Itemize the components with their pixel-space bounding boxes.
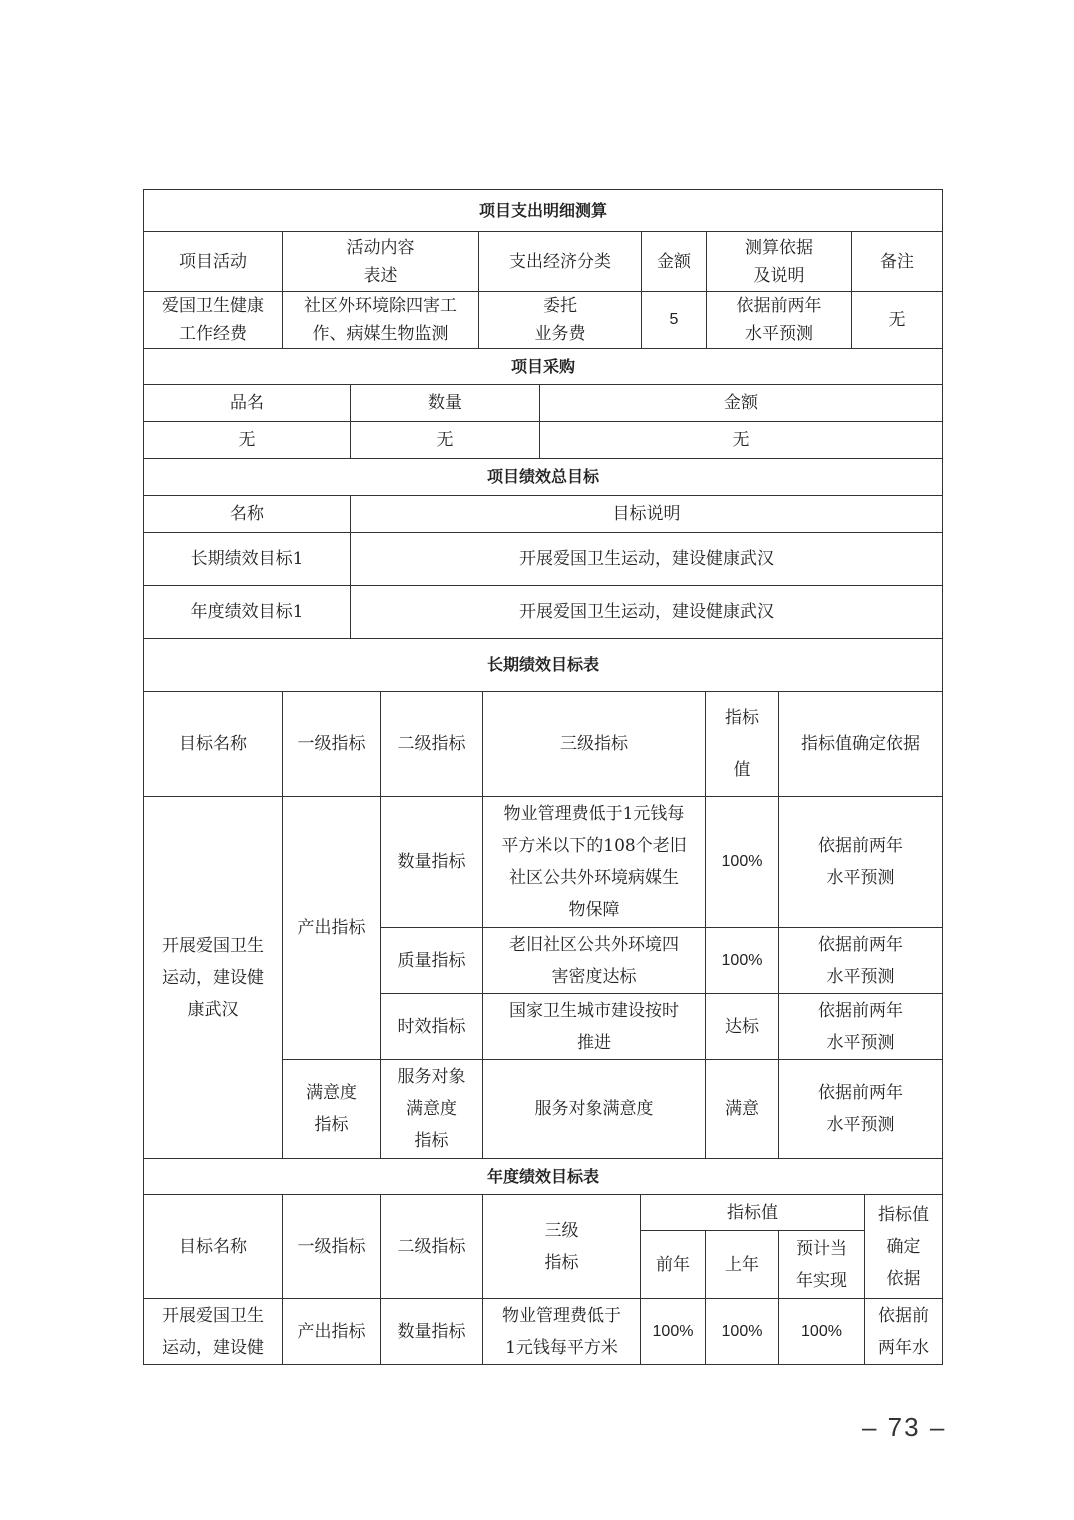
basis-quality: 依据前两年 水平预测 <box>779 928 943 994</box>
cell-basis: 依据前两年 水平预测 <box>707 292 852 349</box>
header-remark: 备注 <box>852 232 943 292</box>
level3-quantity: 物业管理费低于1元钱每 平方米以下的108个老旧 社区公共外环境病媒生 物保障 <box>483 797 706 928</box>
goal-name: 年度绩效目标1 <box>144 586 351 639</box>
procurement-title: 项目采购 <box>144 349 943 385</box>
procurement-table <box>143 384 943 459</box>
level3-timeliness: 国家卫生城市建设按时 推进 <box>483 994 706 1060</box>
header-basis: 指标值 确定 依据 <box>865 1195 943 1299</box>
longterm-title: 长期绩效目标表 <box>144 639 943 692</box>
header-goal-name: 目标名称 <box>144 1195 283 1299</box>
expense-detail-table <box>143 189 943 385</box>
header-level2: 二级指标 <box>381 692 483 797</box>
level3-quality: 老旧社区公共外环境四 害密度达标 <box>483 928 706 994</box>
level2-satisfaction: 服务对象 满意度 指标 <box>381 1060 483 1159</box>
cell-amount: 无 <box>540 422 943 459</box>
level2-timeliness: 时效指标 <box>381 994 483 1060</box>
annual-prev2-value: 100% <box>641 1299 706 1365</box>
annual-level3: 物业管理费低于 1元钱每平方米 <box>483 1299 641 1365</box>
longterm-goal-name: 开展爱国卫生 运动，建设健 康武汉 <box>144 797 283 1159</box>
header-level2: 二级指标 <box>381 1195 483 1299</box>
level2-quantity: 数量指标 <box>381 797 483 928</box>
header-prev2-year: 前年 <box>641 1231 706 1299</box>
goal-desc: 开展爱国卫生运动，建设健康武汉 <box>351 533 943 586</box>
annual-targets-table <box>143 1158 943 1365</box>
level3-satisfaction: 服务对象满意度 <box>483 1060 706 1159</box>
header-level1: 一级指标 <box>283 1195 381 1299</box>
basis-timeliness: 依据前两年 水平预测 <box>779 994 943 1060</box>
expense-title: 项目支出明细测算 <box>144 190 943 232</box>
annual-prev-value: 100% <box>706 1299 779 1365</box>
header-basis: 测算依据 及说明 <box>707 232 852 292</box>
header-goal-name: 名称 <box>144 496 351 533</box>
cell-econ-class: 委托 业务费 <box>479 292 642 349</box>
header-item-name: 品名 <box>144 385 351 422</box>
annual-basis: 依据前 两年水 <box>865 1299 943 1365</box>
cell-content: 社区外环境除四害工 作、病媒生物监测 <box>283 292 479 349</box>
goals-title: 项目绩效总目标 <box>144 459 943 496</box>
header-quantity: 数量 <box>351 385 540 422</box>
header-amount: 金额 <box>540 385 943 422</box>
value-timeliness: 达标 <box>706 994 779 1060</box>
basis-satisfaction: 依据前两年 水平预测 <box>779 1060 943 1159</box>
value-quantity: 100% <box>706 797 779 928</box>
annual-level2: 数量指标 <box>381 1299 483 1365</box>
level1-output: 产出指标 <box>283 797 381 1060</box>
value-quality: 100% <box>706 928 779 994</box>
level1-satisfaction: 满意度 指标 <box>283 1060 381 1159</box>
header-goal-desc: 目标说明 <box>351 496 943 533</box>
performance-goals-table <box>143 458 943 639</box>
header-activity: 项目活动 <box>144 232 283 292</box>
header-expected: 预计当 年实现 <box>779 1231 865 1299</box>
header-basis: 指标值确定依据 <box>779 692 943 797</box>
header-level3: 三级 指标 <box>483 1195 641 1299</box>
header-prev-year: 上年 <box>706 1231 779 1299</box>
header-value: 指标值 <box>641 1195 865 1231</box>
header-level1: 一级指标 <box>283 692 381 797</box>
annual-title: 年度绩效目标表 <box>144 1159 943 1195</box>
cell-quantity: 无 <box>351 422 540 459</box>
header-level3: 三级指标 <box>483 692 706 797</box>
header-amount: 金额 <box>642 232 707 292</box>
page-number: – 73 – <box>862 1412 947 1442</box>
longterm-targets-table <box>143 638 943 1159</box>
header-econ-class: 支出经济分类 <box>479 232 642 292</box>
goal-desc: 开展爱国卫生运动，建设健康武汉 <box>351 586 943 639</box>
level2-quality: 质量指标 <box>381 928 483 994</box>
cell-item-name: 无 <box>144 422 351 459</box>
annual-goal-name: 开展爱国卫生 运动，建设健 <box>144 1299 283 1365</box>
header-value: 指标 值 <box>706 692 779 797</box>
cell-amount: 5 <box>642 292 707 349</box>
cell-activity: 爱国卫生健康 工作经费 <box>144 292 283 349</box>
header-content: 活动内容 表述 <box>283 232 479 292</box>
cell-remark: 无 <box>852 292 943 349</box>
value-satisfaction: 满意 <box>706 1060 779 1159</box>
annual-level1: 产出指标 <box>283 1299 381 1365</box>
basis-quantity: 依据前两年 水平预测 <box>779 797 943 928</box>
annual-expected-value: 100% <box>779 1299 865 1365</box>
header-goal-name: 目标名称 <box>144 692 283 797</box>
goal-name: 长期绩效目标1 <box>144 533 351 586</box>
